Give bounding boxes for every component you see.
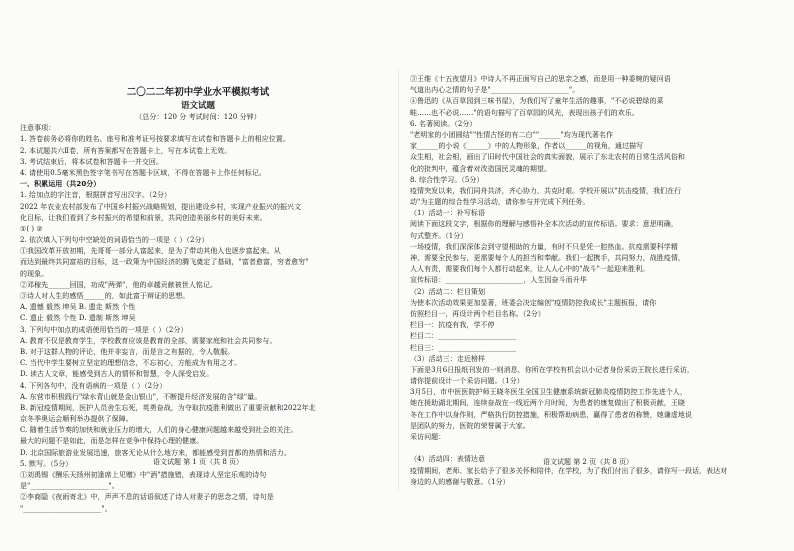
- right-line: 众生相，社会相，画出了旧时代中国社会的真实面貌，展示了东北农村的日常生活风俗和: [410, 153, 685, 162]
- left-line: 注意事项：: [20, 124, 56, 133]
- right-body: [410, 74, 766, 488]
- left-line: ①我国改革开放初期，先哥哥一部分人富起来，是为了带动其他人也逐步富起来。从: [20, 247, 281, 256]
- right-line: "老明家的小团圆结""性情古怪的有二白""______"均为现代著名作: [410, 130, 614, 139]
- right-line: （1）活动一：补写标语: [410, 209, 486, 218]
- exam-meta: （总分：120 分 考试时间：120 分钟）: [135, 113, 261, 121]
- right-line: 句式整齐。（1分）: [410, 231, 468, 240]
- right-line: 8. 综合性学习。（5分）: [410, 175, 484, 184]
- page-left: [20, 84, 376, 514]
- left-line: A. 教育不仅是教育学生，学校教育应该是教育的全部，需要家庭和社会共同参与。: [20, 336, 277, 345]
- left-line: 京冬季奥运会顺利举办提供了保障。: [20, 415, 133, 424]
- right-line: 栏目三：______________________: [410, 343, 517, 352]
- left-line: 而达到最终共同富裕的目标，这一政策为中国经济的腾飞奠定了基础，"富者愈富，穷者愈穷": [20, 258, 309, 267]
- right-line: 畦……也不必说……"的语句描写了百草园的风光，表现出孩子们的欢乐。: [410, 108, 639, 117]
- left-line: A. 东营市积极践行"绿水青山就是金山银山"，不断提升经济发展的含"绿"量。: [20, 392, 262, 401]
- left-line: 一、积累运用（共20分）: [20, 180, 101, 189]
- right-line: 一场疫情，我们深深体会到守望相助的力量，有时不只是凭一腔热血。抗疫需要科学精: [410, 242, 678, 251]
- right-line: （2）活动二：栏目策划: [410, 287, 486, 296]
- right-line: 她在援助湖北期间，连续奋战在一线近两个月时间，为患者的康复做出了积极贡献，王晓: [410, 399, 685, 408]
- left-line: C. 随着生活节奏的加快和就业压力的增大，人们的身心健康问题越来越受到社会的关注。: [20, 426, 298, 435]
- left-line: 2. 本试题共六Ⅱ卷，所有答案都写在答题卡上，写在本试卷上无效。: [20, 146, 232, 155]
- right-line: 人人有责，需要我们每个人都行动起来，让人人心中的"战斗"一起迎来胜利。: [410, 265, 650, 274]
- right-line: 下面是3月6日报纸刊发的一则消息，你所在学校有机会以小记者身份采访王院长进行采访，: [410, 365, 694, 374]
- left-line: ③诗人对人生的感悟______的，如此富于辩证的思想。: [20, 292, 190, 300]
- left-line: 3. 考试结束后，将本试卷和答题卡一并交回。: [20, 157, 164, 166]
- right-line: 身边的人的感谢与敬意。（1分）: [410, 477, 510, 486]
- left-line: B. 新冠疫情期间，医护人员舍生忘死，英勇奋战，为夺取抗疫胜利做出了重要贡献和2022年北: [20, 403, 316, 412]
- left-line: 最大的问题不是如此，而是怎样在竞争中保持心理的健康。: [20, 437, 204, 446]
- left-line: ①刘禹锡《酬乐天扬州初逢席上见赠》中"酒"措施错，表现诗人坚定乐观的诗句: [20, 471, 267, 479]
- left-line: ②李商隐《夜雨寄北》中，声声不息的话语叙述了诗人对妻子的思念之情，诗句是: [20, 493, 274, 502]
- right-line: 化的批判中，蕴含着对改造国民灵魂的期望。: [410, 164, 551, 173]
- left-line: ②邓稼先______回国，功成"两弹"，他的卓越贡献被世人铭记。: [20, 280, 218, 289]
- left-line: C. 当代中学生要树立坚定的理想信念，不忘初心，方能成为有用之才。: [20, 359, 242, 368]
- right-line: 采访问题：: [410, 433, 446, 441]
- left-line: 1. 答卷前务必将你的姓名、座号和准考证号按要求填写在试卷和答题卡上的相应位置。: [20, 135, 290, 144]
- page-right: [410, 74, 766, 504]
- right-line: 疫情突发以来，我们同舟共济，齐心协力，共克时艰。学校开展以"抗击疫情，我们在行: [410, 186, 682, 195]
- left-line: 2. 依次填入下列句中空缺处的词语恰当的一项是（ ）（2分）: [20, 236, 209, 245]
- right-line: 动"为主题的综合性学习活动，请你参与并完成下列任务。: [410, 198, 590, 207]
- page-fold: [398, 70, 399, 490]
- left-line: 4. 下列各句中，没有语病的一项是（ ）（2分）: [20, 381, 167, 390]
- right-line: ③王维《十五夜望月》中诗人不再正面写自己的思亲之感，而是用一种委婉的疑问语: [410, 75, 671, 83]
- right-line: 请你提前设计一个采访问题。（1分）: [410, 377, 524, 386]
- footer-right: 语文试题 第 2 页（共 8 页）: [542, 458, 634, 466]
- right-line: 神，需要全民参与，更需要每个人的担当和奉献。我们一起携手，共同努力，战胜疫情，: [410, 254, 685, 262]
- left-line: D. 北京国际旅游业发展迅速，旅客无论从什么地方来，都能感受到首都的热情和活力。: [20, 448, 291, 457]
- left-line: 4. 请使用0.5毫米黑色签字笔书写在答题卡区域，不得在答题卡上作任何标记。: [20, 168, 266, 177]
- left-line: B. 对于这群人物的评论，他并非妄言，而是言之有据的，令人敬服。: [20, 347, 235, 356]
- left-line: 3. 下列句中加点的成语使用恰当的一项是（ ）（2分）: [20, 325, 188, 334]
- right-line: ④鲁迅的《从百草园到三味书屋》，为我们写了童年生活的趣事，"不必说碧绿的菜: [410, 97, 664, 106]
- right-line: 冬在工作中以身作则，严格执行防控措施，积极帮助病患，赢得了患者的称赞，她谦虚地说: [410, 410, 692, 419]
- left-line: A. 遗憾 毅然 坤吴 B. 遗走 斯然 个性: [20, 303, 136, 312]
- left-line: ①( ) ②: [20, 224, 43, 233]
- right-line: 疫情期间，老师、家长给予了很多关怀和陪伴，在学校，为了我们付出了很多，请你写一段话，表达对: [410, 466, 728, 475]
- right-line: 3月5日，市中医医院护师王晓冬医生全国卫生健康系统新冠肺炎疫情防控工作先进个人，: [410, 388, 687, 397]
- right-line: [410, 443, 766, 454]
- left-line: C. 遗止 毅然 个性 D. 遗制 斯然 坤吴: [20, 314, 136, 323]
- left-line: 化目标，让我们看到了乡村振兴的希望和前景，共同创造美丽乡村的美好未来。: [20, 213, 267, 222]
- footer-left: 语文试题 第 1 页（共 8 页）: [152, 458, 244, 466]
- right-line: 栏目一：抗疫有我，学不停: [410, 321, 495, 330]
- right-line: 是团队的努力，医院的荣誉属于大家。: [410, 421, 530, 430]
- right-line: 宣传标语：______________________，人生因奋斗而升华: [410, 276, 587, 285]
- right-line: 家______的小说《______》中的人物形象，作者以______的视角，通过描写: [410, 142, 644, 151]
- right-line: （3）活动三：走近榜样: [410, 354, 486, 363]
- left-line: "______________________"。: [20, 504, 112, 513]
- left-line: 5. 默写。（5分）: [20, 459, 73, 468]
- left-line: 是"______________________"。: [20, 482, 119, 491]
- left-line: D. 读古人文章，能感受到古人的情怀和智慧，令人深受启发。: [20, 370, 214, 379]
- right-line: 6. 名著阅读。（2分）: [410, 119, 477, 128]
- exam-title: 二〇二二年初中学业水平模拟考试: [126, 87, 270, 98]
- right-line: （4）活动四：表情达意: [410, 455, 486, 464]
- right-line: 仿照栏目一，再设计两个栏目名称。（2分）: [410, 309, 545, 318]
- right-line: 气道出内心之情的句子是"______________________"。: [410, 86, 580, 95]
- right-line: 为使本次活动效果更加显著，班委会决定编创"疫情防控我成长"主题板报，请你: [410, 298, 657, 307]
- exam-subtitle: 语文试题: [180, 101, 215, 111]
- left-line: 的现象。: [20, 269, 49, 278]
- left-line: 2022 年农业农村部发布了中国乡村振兴战略规划，提出建设乡村，实现产业振兴的振兴文: [20, 202, 302, 211]
- right-line: 阅读下面这段文字，根据你的理解与感悟补全本次活动的宣传标语。要求：意思明确，: [410, 220, 678, 229]
- right-line: 栏目二：______________________: [410, 332, 517, 341]
- left-line: 1. 给加点的字注音，根据拼音写出汉字。（2分）: [20, 191, 172, 200]
